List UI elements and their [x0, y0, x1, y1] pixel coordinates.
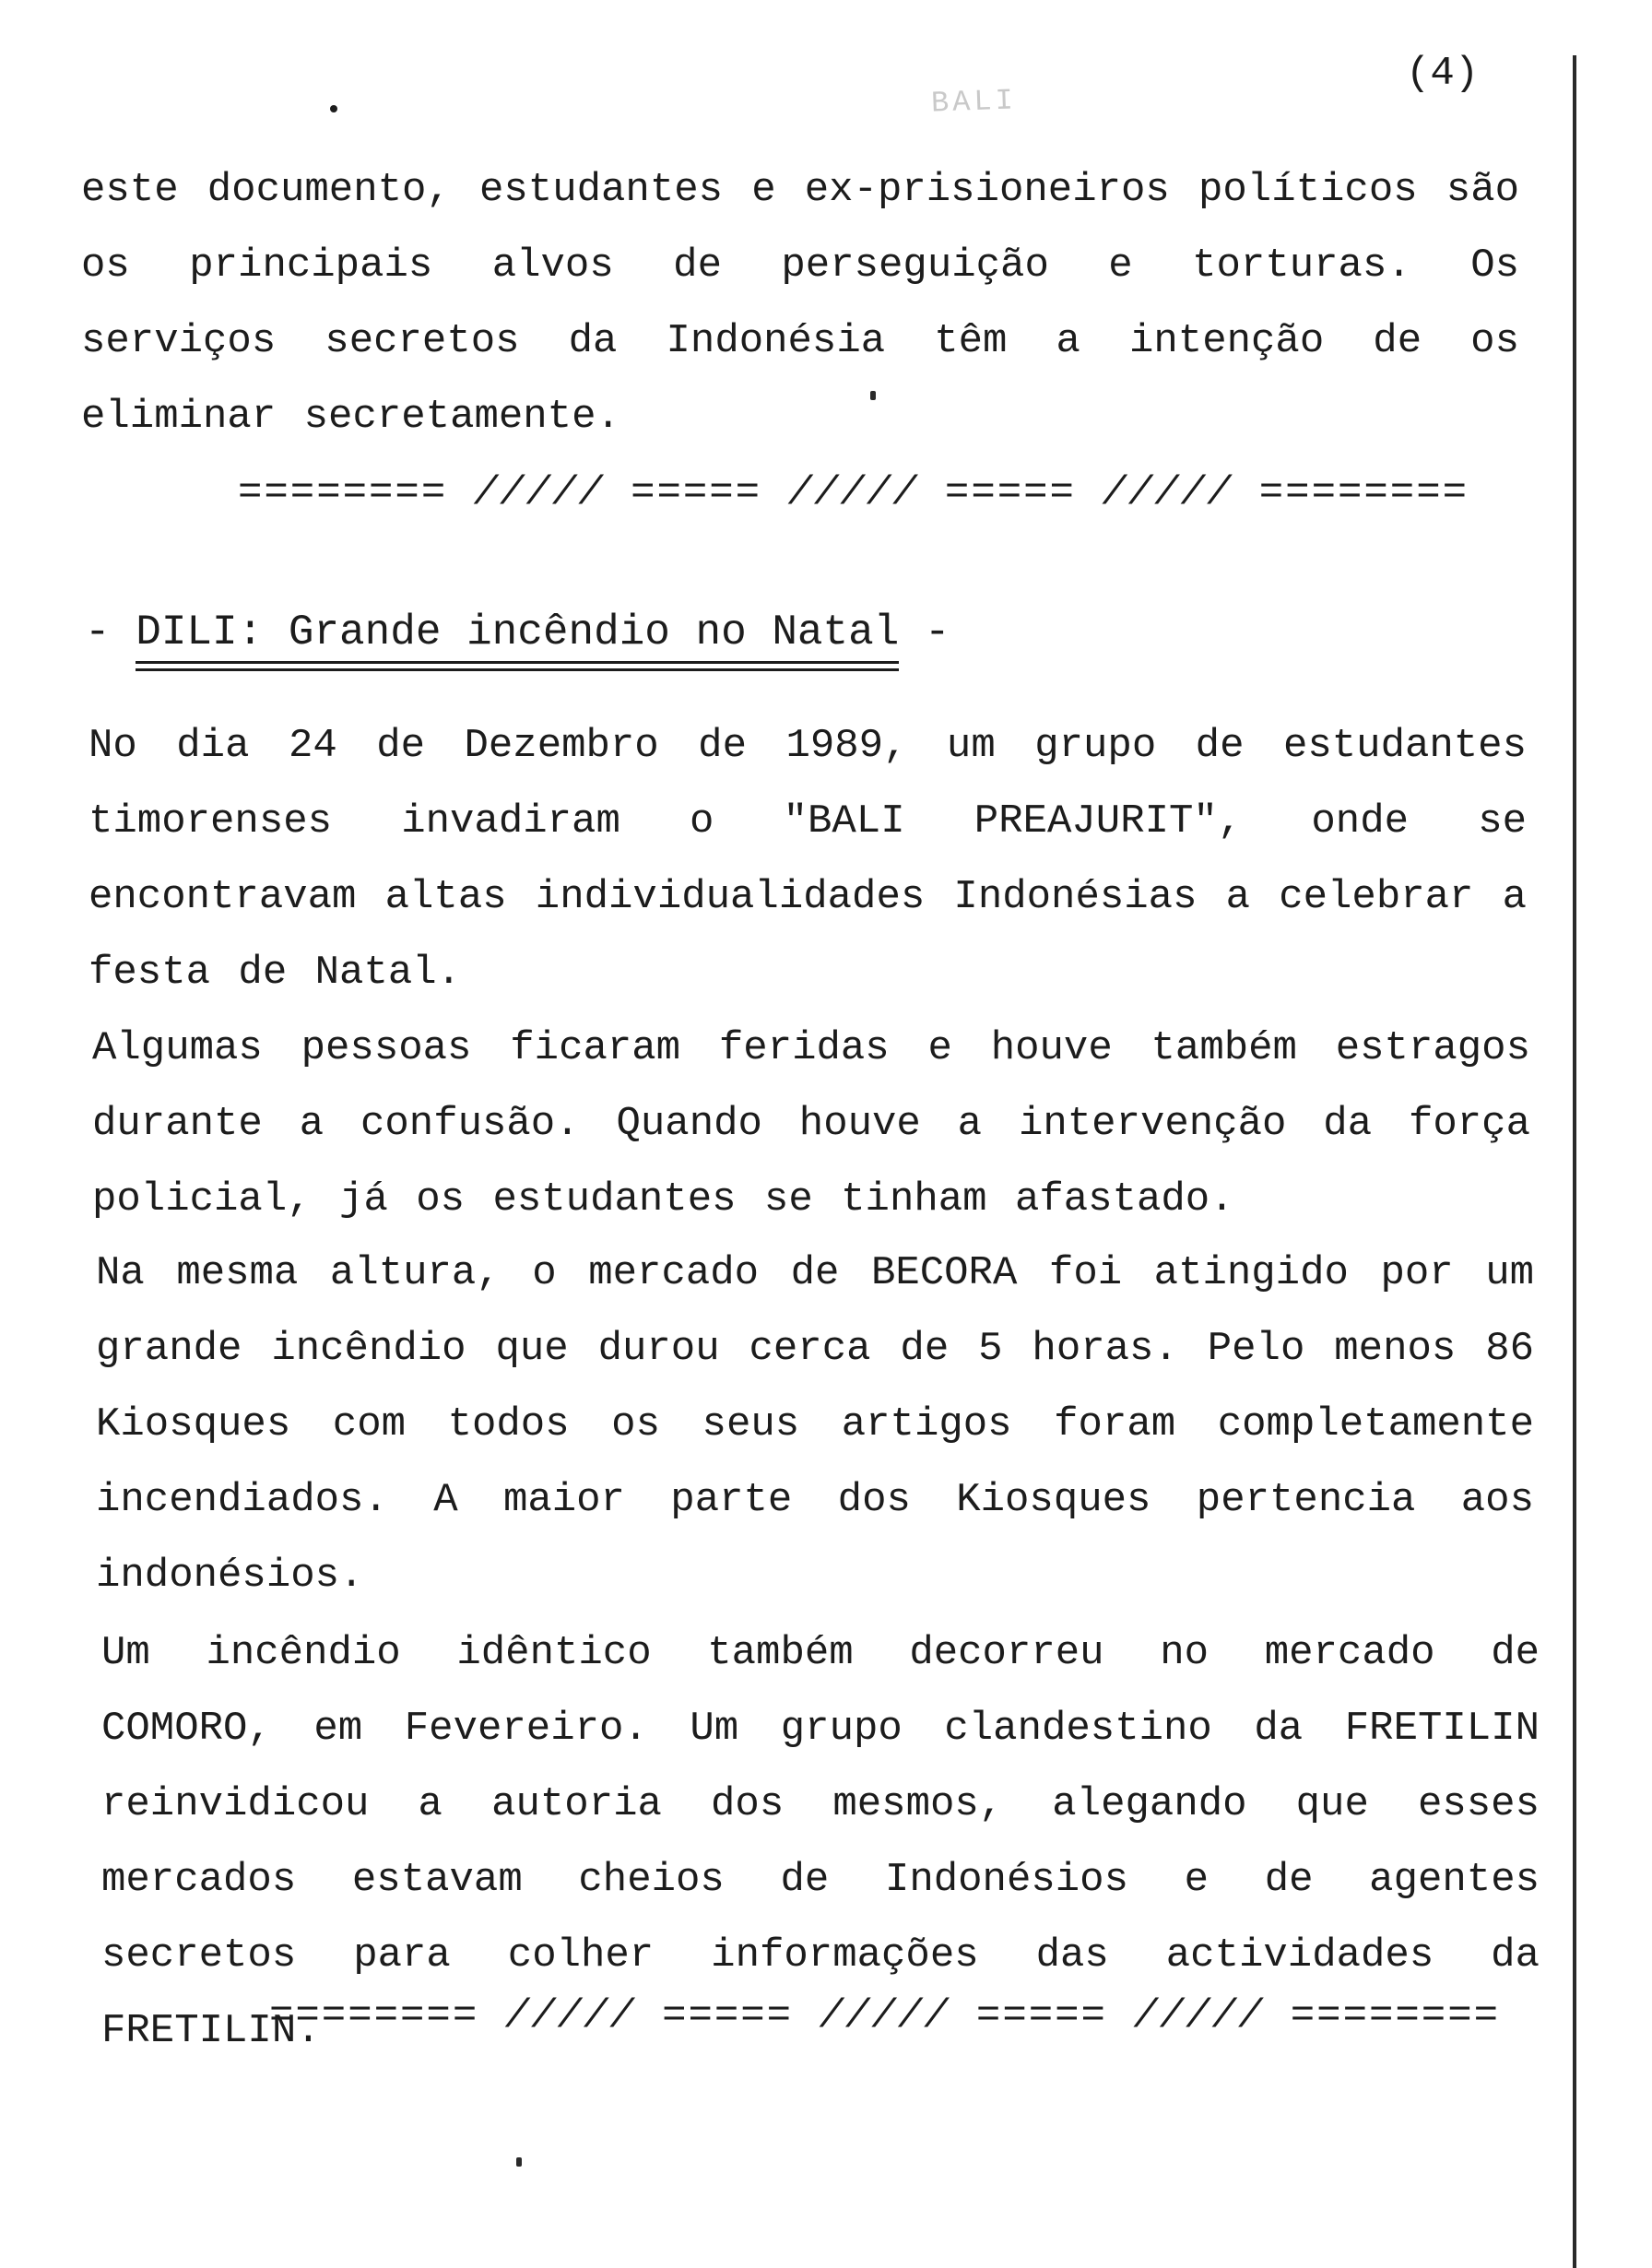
heading-title [136, 608, 899, 656]
paragraph-1: No dia 24 de Dezembro de 1989, um grupo de estudantes timorenses invadiram o "BALI PREAJURIT", onde se encontravam altas individualidades Indonésias a celebrar a festa de Natal. [88, 723, 1527, 996]
separator-bottom: ======== ///// ===== ///// ===== ///// ======== [269, 1993, 1501, 2039]
ink-speck [516, 2157, 522, 2167]
paragraph-3: Na mesma altura, o mercado de BECORA foi atingido por um grande incêndio que durou cerca de 5 horas. Pelo menos 86 Kiosques com todos os seus artigos foram completamente incendiados. A maior parte dos Kiosques pertencia aos indonésios. [96, 1250, 1534, 1599]
paragraph-4: Um incêndio idêntico também decorreu no mercado de COMORO, em Fevereiro. Um grupo clandestino da FRETILIN reinvidicou a autoria dos mesmos, alegando que esses mercados estavam cheios de Indonésios e de agentes secretos para colher informações das actividades da FRETILIN. [101, 1630, 1540, 2054]
separator-top: ======== ///// ===== ///// ===== ///// ======== [238, 470, 1469, 516]
top-dot [330, 105, 337, 112]
page-number: (4) [1406, 51, 1480, 97]
right-margin-rule [1573, 55, 1576, 2268]
intro-paragraph: este documento, estudantes e ex-prisioneiros políticos são os principais alvos de perseguição e torturas. Os serviços secretos da Indonésia têm a intenção de os eliminar secretamente. [81, 167, 1519, 440]
heading-dash-right: - [899, 608, 950, 656]
paragraph-2: Algumas pessoas ficaram feridas e houve também estragos durante a confusão. Quando houve a intervenção da força policial, já os estudantes se tinham afastado. [92, 1025, 1530, 1223]
section-heading [85, 608, 950, 656]
heading-title-text: DILI: Grande incêndio no Natal [136, 608, 900, 656]
heading-underline [136, 661, 899, 664]
faint-stamp: BALI [930, 83, 1018, 121]
heading-dash-left: - [85, 608, 136, 656]
heading-double-underline [136, 668, 899, 671]
ink-speck [870, 391, 876, 400]
